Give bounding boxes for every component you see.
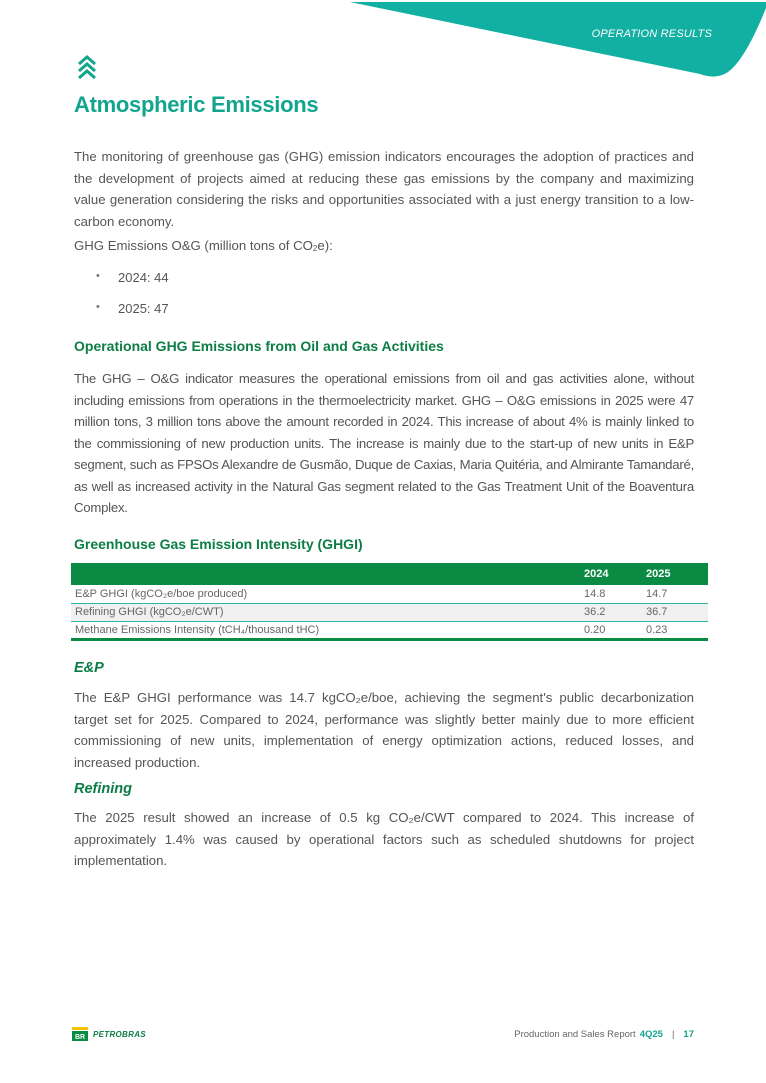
ep-section bbox=[74, 687, 694, 773]
row-value-2024: 0.20 bbox=[584, 623, 606, 636]
section-label: OPERATION RESULTS bbox=[591, 28, 712, 40]
footer-page-info bbox=[514, 1029, 694, 1040]
intro-paragraph: The monitoring of greenhouse gas (GHG) emission indicators encourages the adoption of practices and the development of projects aimed at reducing these gas emissions by the company and maximizing value generation considering the risks and opportunities associated with a just energy transition to a low-carbon economy. bbox=[74, 149, 694, 229]
operational-section bbox=[74, 368, 694, 519]
operational-heading: Operational GHG Emissions from Oil and Gas Activities bbox=[74, 338, 444, 354]
report-name: Production and Sales Report bbox=[514, 1029, 636, 1040]
row-value-2024: 36.2 bbox=[584, 606, 606, 618]
operational-paragraph: The GHG – O&G indicator measures the operational emissions from oil and gas activities alone, without including emissions from operations in the thermoelectricity market. GHG – O&G emissions in 2025 were 47 million tons, 3 million tons above the amount recorded in 2024. This increase of about 4% is mainly linked to the commissioning of new production units. The increase is mainly due to the start-up of new units in E&P segment, such as FPSOs Alexandre de Gusmão, Duque de Caxias, Maria Quitéria, and Almirante Tamandaré, as well as increased activity in the Natural Gas segment related to the Gas Treatment Unit of the Boaventura Complex. bbox=[74, 371, 694, 515]
list-item bbox=[96, 270, 169, 301]
bullet-icon: • bbox=[96, 301, 100, 313]
ghg-label-sub: 2 bbox=[312, 244, 318, 253]
row-label: Refining GHGI (kgCO₂e/CWT) bbox=[75, 606, 224, 618]
footer-separator: | bbox=[671, 1029, 675, 1040]
table-row bbox=[71, 603, 708, 621]
table-header-2025: 2025 bbox=[646, 568, 671, 580]
ghg-label-text: GHG Emissions O&G (million tons of CO bbox=[74, 238, 313, 253]
table-header-row bbox=[71, 563, 708, 585]
table-row bbox=[71, 621, 708, 639]
table-row bbox=[71, 585, 708, 603]
refining-paragraph: The 2025 result showed an increase of 0.5 kg CO₂e/CWT compared to 2024. This increase of approximately 1.4% was caused by operational factors such as scheduled shutdowns for project implementation. bbox=[74, 810, 694, 868]
refining-heading: Refining bbox=[74, 781, 132, 797]
header-band bbox=[0, 0, 766, 80]
ghg-emissions-label bbox=[74, 238, 333, 253]
page-number: 17 bbox=[683, 1029, 694, 1040]
list-item bbox=[96, 301, 169, 332]
ghg-label-suffix: e): bbox=[317, 238, 333, 253]
bullet-icon: • bbox=[96, 270, 100, 282]
br-logo-icon bbox=[72, 1027, 88, 1041]
row-value-2024: 14.8 bbox=[584, 587, 606, 600]
ep-paragraph: The E&P GHGI performance was 14.7 kgCO₂e/boe, achieving the segment's public decarbonization target set for 2025. Compared to 2024, performance was slightly better mainly due to more efficient commissioning of new units, implementation of energy optimization actions, reduced losses, and increased production. bbox=[74, 690, 694, 770]
chevron-up-icon bbox=[77, 55, 97, 81]
ep-heading: E&P bbox=[74, 660, 104, 676]
report-quarter: 4Q25 bbox=[639, 1029, 663, 1040]
intro-section bbox=[74, 146, 694, 232]
table-header-2024: 2024 bbox=[584, 568, 609, 580]
ghgi-heading: Greenhouse Gas Emission Intensity (GHGI) bbox=[74, 536, 363, 552]
petrobras-logo bbox=[72, 1027, 146, 1041]
ghg-emissions-list bbox=[96, 270, 169, 332]
svg-text:BR: BR bbox=[74, 1034, 86, 1041]
row-value-2025: 0.23 bbox=[646, 623, 668, 636]
row-value-2025: 14.7 bbox=[646, 587, 668, 600]
table-header-label bbox=[71, 563, 584, 585]
list-item-text: 2024: 44 bbox=[118, 270, 169, 285]
refining-section bbox=[74, 807, 694, 872]
list-item-text: 2025: 47 bbox=[118, 301, 169, 316]
page-title: Atmospheric Emissions bbox=[74, 92, 319, 117]
ghgi-table bbox=[71, 563, 708, 641]
logo-text: PETROBRAS bbox=[93, 1029, 146, 1039]
row-label: Methane Emissions Intensity (tCH₄/thousand tHC) bbox=[75, 623, 320, 636]
row-value-2025: 36.7 bbox=[646, 606, 668, 618]
row-label: E&P GHGI (kgCO₂e/boe produced) bbox=[75, 587, 248, 600]
